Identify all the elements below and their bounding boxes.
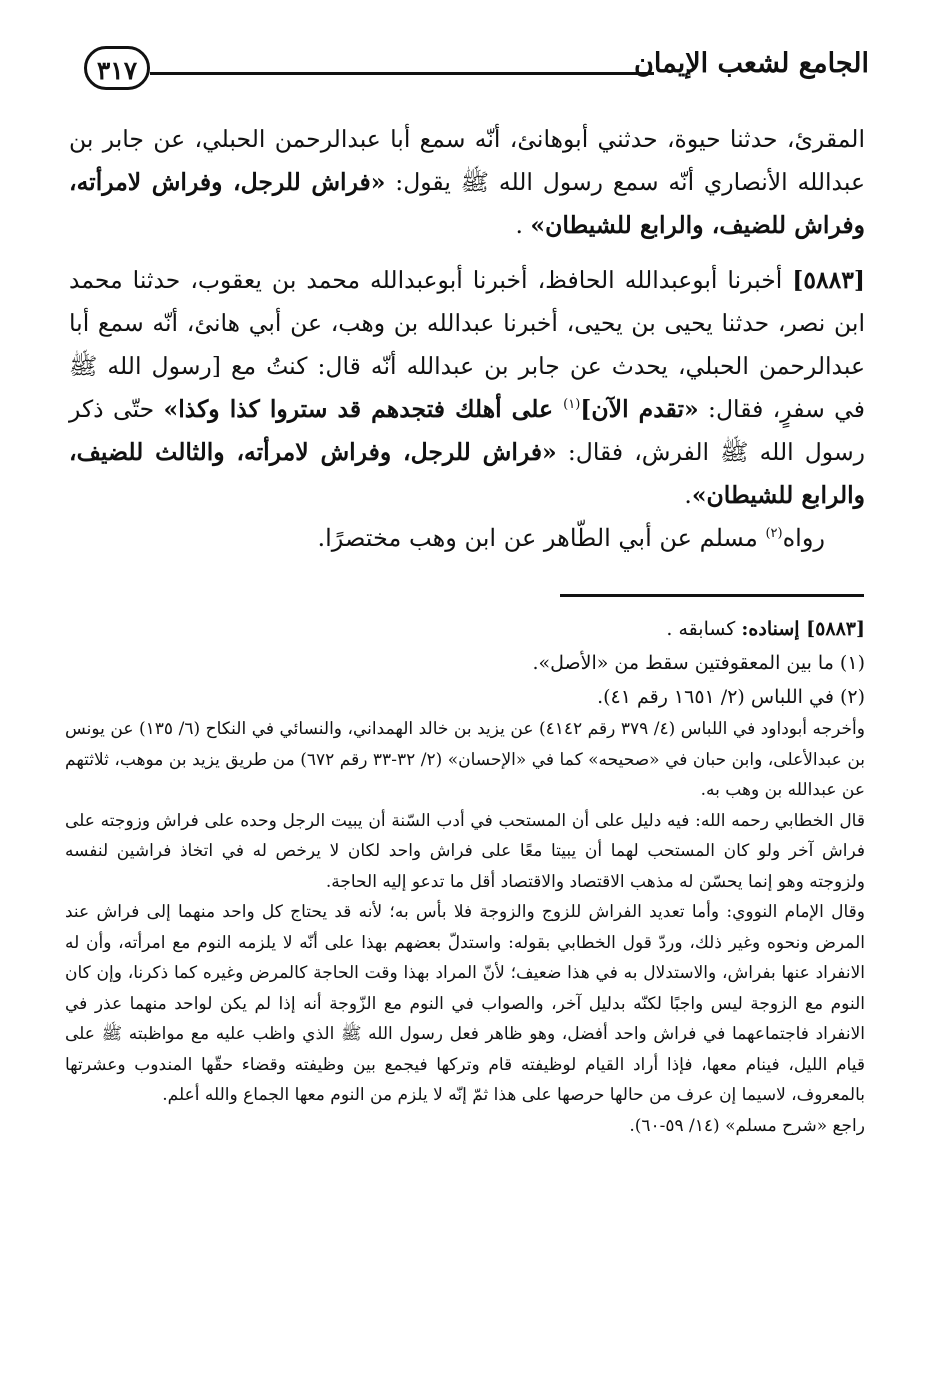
footnote-mark: (٢) xyxy=(765,526,783,541)
footnote-reference: راجع «شرح مسلم» (١٤/ ٥٩-٦٠). xyxy=(629,1115,865,1136)
main-text xyxy=(69,118,865,560)
footnotes xyxy=(65,612,865,1141)
hadith-quote: على أهلك فتجدهم قد ستروا كذا وكذا» xyxy=(163,395,564,423)
footnote-takhrij: وأخرجه أبوداود في اللباس (٤/ ٣٧٩ رقم ٤١٤٢) عن يزيد بن خالد الهمداني، والنسائي في النكاح (٦/ ١٣٥) عن يونس بن عبدالأعلى، وابن حبان في «صحيحه» كما في «الإحسان» (٢/ ٣٢-٣٣ رقم ٦٧٢) من طريق يزيد بن موهب، ثلاثتهم عن عبدالله بن وهب به. xyxy=(65,719,865,800)
hadith-quote: «تقدم الآن] xyxy=(580,395,699,423)
footnote-rule xyxy=(560,594,864,597)
riwaya-line: رواه$^{(٢)}$ مسلم عن أبي الطّاهر عن ابن وهب مختصرًا. xyxy=(317,524,825,552)
page-header xyxy=(84,46,869,98)
page-number: ٣١٧ xyxy=(84,46,150,90)
footnote-2: (٢) في اللباس (٢/ ١٦٥١ رقم ٤١). xyxy=(597,686,865,708)
hadith-quote: «فراش للرجل، وفراش لامرأته، والثالث للضيف، والرابع للشيطان» xyxy=(69,438,865,509)
footnote-1: (١) ما بين المعقوفتين سقط من «الأصل». xyxy=(532,652,865,674)
paragraph-continuation: المقرئ، حدثنا حيوة، حدثني أبوهانئ، أنّه سمع أبا عبدالرحمن الحبلي، عن جابر بن عبدالله الأنصاري أنّه سمع رسول الله ﷺ يقول: «فراش للرجل، وفراش لامرأته، وفراش للضيف، والرابع للشيطان» . xyxy=(69,125,865,239)
running-title: الجامع لشعب الإيمان xyxy=(634,48,869,79)
footnote-khattabi: قال الخطابي رحمه الله: فيه دليل على أن المستحب في أدب السّنة أن يبيت الرجل وحده على فراش وزوجته على فراش آخر ولو كان المستحب لهما أن يبيتا معًا على فراش واحد لكان لا يرخص له في اتخاذ فراشين لنفسه ولزوجته وهو إنما يحسّن له مذهب الاقتصاد والاقتصاد أقل ما تدعو إليه الحاجة. xyxy=(65,810,865,892)
hadith-number: [٥٨٨٣] xyxy=(792,266,865,294)
footnote-isnad: [٥٨٨٣] إسناده: كسابقه . xyxy=(666,618,865,640)
footnote-mark: (١) xyxy=(563,397,581,413)
header-rule xyxy=(150,72,654,75)
hadith-paragraph: [٥٨٨٣] أخبرنا أبوعبدالله الحافظ، أخبرنا أبوعبدالله محمد بن يعقوب، حدثنا محمد ابن نصر، حدثنا يحيى بن يحيى، أخبرنا عبدالله بن وهب، عن أبي هانئ، أنّه سمع أبا عبدالرحمن الحبلي، يحدث عن جابر بن عبدالله أنّه قال: كنتُ مع [رسول الله ﷺ في سفرٍ، فقال: «تقدم الآن]$^{(١)}$ على أهلك فتجدهم قد ستروا كذا وكذا» حتّى ذكر رسول الله ﷺ الفرش، فقال: «فراش للرجل، وفراش لامرأته، والثالث للضيف، والرابع للشيطان». xyxy=(69,266,865,509)
hadith-quote: «فراش للرجل، وفراش لامرأته، وفراش للضيف، والرابع للشيطان» xyxy=(69,168,865,239)
footnote-nawawi: وقال الإمام النووي: وأما تعديد الفراش للزوج والزوجة فلا بأس به؛ لأنه قد يحتاج كل واحد منهما إلى فراش عند المرض ونحوه وغير ذلك، وردّ قول الخطابي بقوله: واستدلّ بعضهم بهذا على أنّه لا يلزمه النوم مع امرأته، وأن له الانفراد عنها بفراش، والاستدلال به في هذا ضعيف؛ لأنّ المراد بهذا وقت الحاجة كالمرض وغيره كما ذكرنا، وإن كان النوم مع الزوجة ليس واجبًا لكنّه بدليل آخر، والصواب في النوم مع الزّوجة أنه إذا لم يكن لواحد منهما عذر في الانفراد فاجتماعهما في فراش واحد أفضل، وهو ظاهر فعل رسول الله ﷺ الذي واظب عليه مع مواظبته ﷺ على قيام الليل، فينام معها، فإذا أراد القيام لوظيفته قام وتركها فيجمع بين وظيفته وقضاء حقّها المندوب وعشرتها بالمعروف، لاسيما إن عرف من حالها حرصها على هذا ثمّ إنّه لا يلزم من النوم معها الجماع والله أعلم. xyxy=(65,902,865,1105)
